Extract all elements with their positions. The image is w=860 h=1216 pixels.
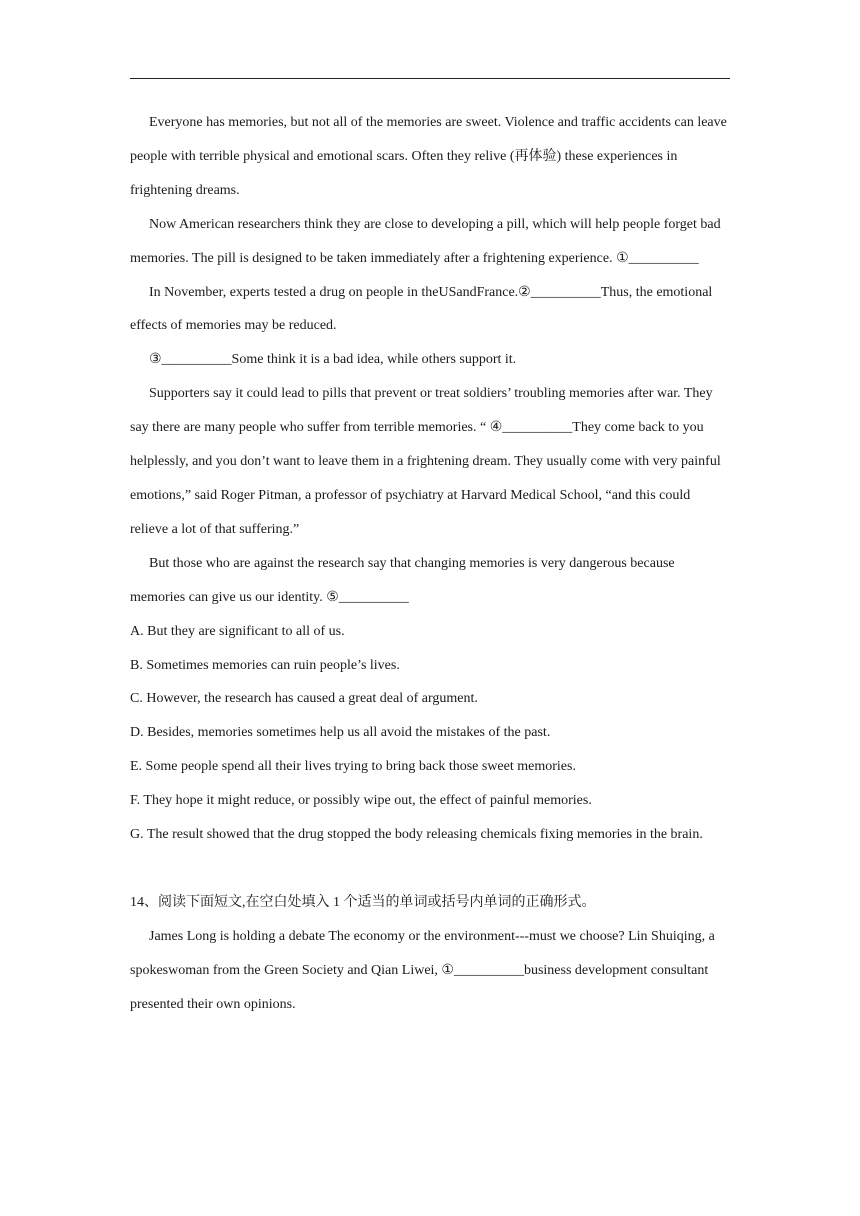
passage-paragraph-1: Everyone has memories, but not all of the memories are sweet. Violence and traffic accidents can leave people with terrible physical and emotional scars. Often they relive (再体验) these experiences in frightening dreams.: [130, 115, 727, 198]
passage-paragraph-4: ③__________Some think it is a bad idea, while others support it.: [149, 352, 517, 368]
passage-paragraph-6: But those who are against the research say that changing memories is very dangerous because memories can give us our identity. ⑤__________: [130, 555, 675, 605]
option-e: E. Some people spend all their lives trying to bring back those sweet memories.: [130, 759, 576, 775]
question-14-paragraph: James Long is holding a debate The economy or the environment---must we choose? Lin Shuiqing, a spokeswoman from the Green Society and Qian Liwei, ①__________business development consultant presented their own opinions.: [130, 928, 715, 1012]
option-d: D. Besides, memories sometimes help us all avoid the mistakes of the past.: [130, 725, 551, 741]
passage-paragraph-3: In November, experts tested a drug on people in theUSandFrance.②__________Thus, the emotional effects of memories may be reduced.: [130, 284, 713, 334]
option-f: F. They hope it might reduce, or possibly wipe out, the effect of painful memories.: [130, 793, 592, 809]
question-14-heading: 14、阅读下面短文,在空白处填入 1 个适当的单词或括号内单词的正确形式。: [130, 894, 596, 910]
passage-paragraph-2: Now American researchers think they are close to developing a pill, which will help people forget bad memories. The pill is designed to be taken immediately after a frightening experience. ①__________: [130, 216, 721, 266]
option-b: B. Sometimes memories can ruin people’s lives.: [130, 657, 400, 673]
option-g: G. The result showed that the drug stopped the body releasing chemicals fixing memories in the brain.: [130, 827, 703, 843]
header-rule: [130, 78, 730, 79]
document-body: [130, 106, 730, 1021]
option-c: C. However, the research has caused a great deal of argument.: [130, 691, 478, 707]
passage-paragraph-5: Supporters say it could lead to pills that prevent or treat soldiers’ troubling memories after war. They say there are many people who suffer from terrible memories. “ ④__________They come back to you helplessly, and you don’t want to leave them in a frightening dream. They usually come with very painful emotions,” said Roger Pitman, a professor of psychiatry at Harvard Medical School, “and this could relieve a lot of that suffering.”: [130, 386, 721, 537]
option-a: A. But they are significant to all of us.: [130, 623, 345, 639]
section-spacer: [130, 852, 730, 886]
